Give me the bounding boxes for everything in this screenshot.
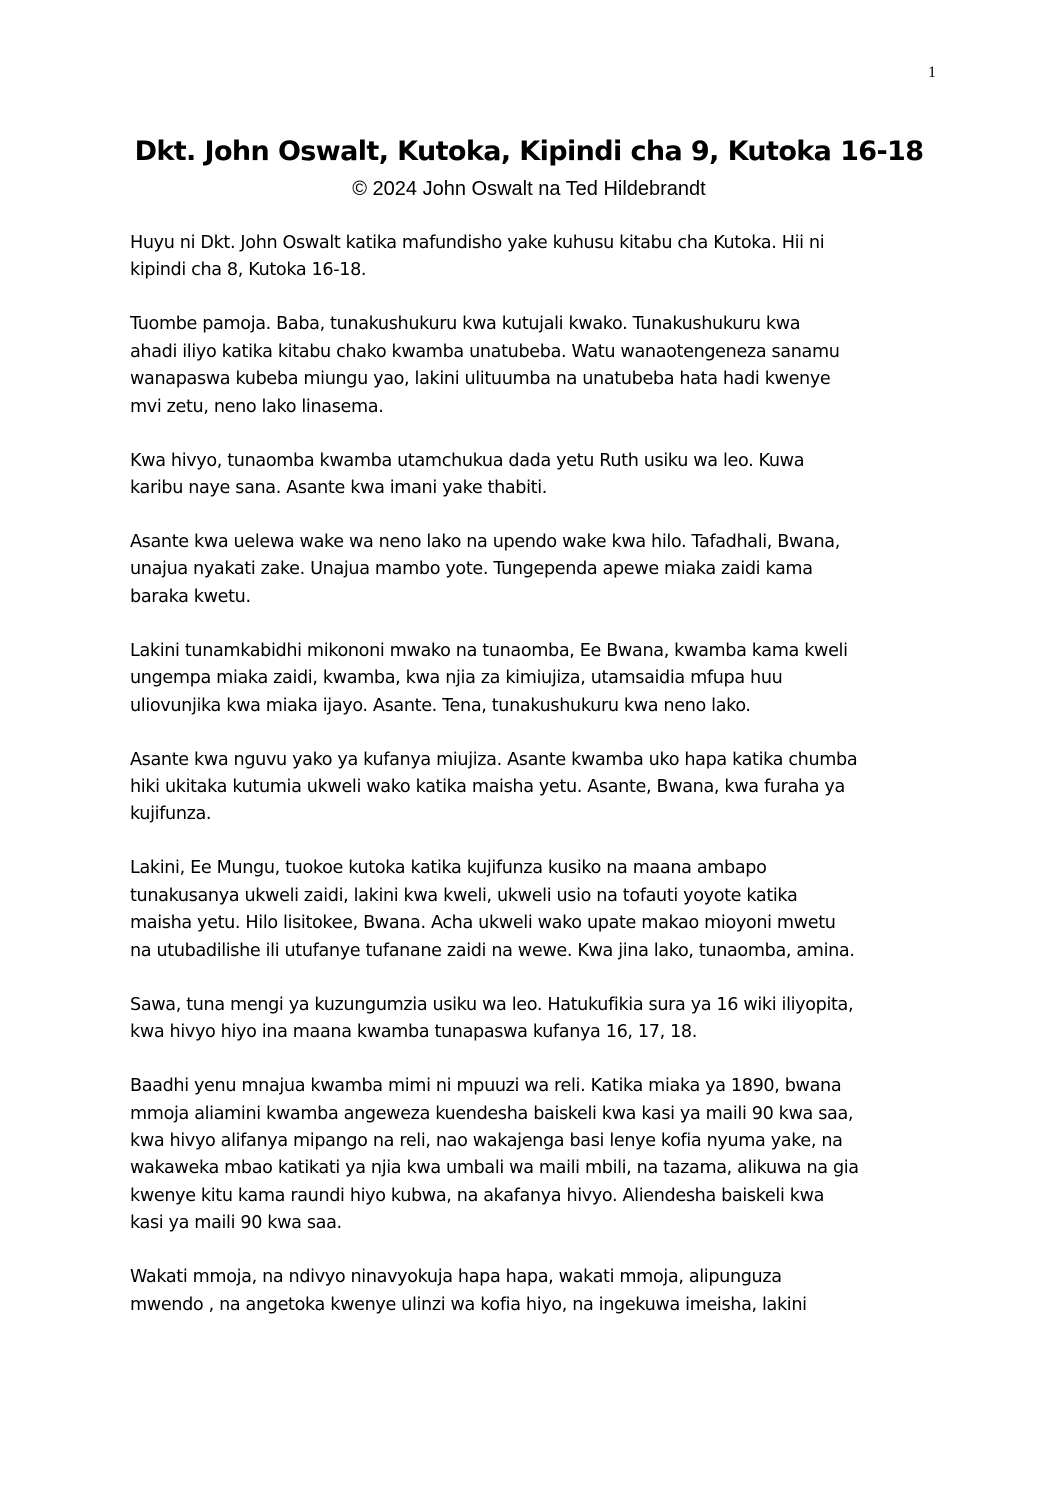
paragraph: Asante kwa uelewa wake wa neno lako na upendo wake kwa hilo. Tafadhali, Bwana, unajua nyakati zake. Unajua mambo yote. Tungependa apewe miaka zaidi kama baraka kwetu. xyxy=(130,532,840,607)
paragraph: Asante kwa nguvu yako ya kufanya miujiza. Asante kwamba uko hapa katika chumba hiki ukitaka kutumia ukweli wako katika maisha yetu. Asante, Bwana, kwa furaha ya kujifunza. xyxy=(130,749,858,825)
paragraph: Kwa hivyo, tunaomba kwamba utamchukua dada yetu Ruth usiku wa leo. Kuwa karibu naye sana. Asante kwa imani yake thabiti. xyxy=(130,450,805,499)
paragraph: Tuombe pamoja. Baba, tunakushukuru kwa kutujali kwako. Tunakushukuru kwa ahadi iliyo katika kitabu chako kwamba unatubeba. Watu wanaotengeneza sanamu wanapaswa kubeba miungu yao, lakini ulituumba na unatubeba hata hadi kwenye mvi zetu, neno lako linasema. xyxy=(130,314,840,417)
paragraph: Huyu ni Dkt. John Oswalt katika mafundisho yake kuhusu kitabu cha Kutoka. Hii ni kipindi cha 8, Kutoka 16-18. xyxy=(130,233,825,281)
paragraph: Baadhi yenu mnajua kwamba mimi ni mpuuzi wa reli. Katika miaka ya 1890, bwana mmoja aliamini kwamba angeweza kuendesha baiskeli kwa kasi ya maili 90 kwa saa, kwa hivyo alifanya mipango na reli, nao wakajenga basi lenye kofia nyuma yake, na wakaweka mbao katikati ya njia kwa umbali wa maili mbili, na tazama, alikuwa na gia kwenye kitu kama raundi hiyo kubwa, na akafanya hivyo. Aliendesha baiskeli kwa kasi ya maili 90 kwa saa. xyxy=(130,1076,859,1234)
paragraph: Lakini, Ee Mungu, tuokoe kutoka katika kujifunza kusiko na maana ambapo tunakusanya ukweli zaidi, lakini kwa kweli, ukweli usio na tofauti yoyote katika maisha yetu. Hilo lisitokee, Bwana. Acha ukweli wako upate makao mioyoni mwetu na utubadilishe ili utufanye tufanane zaidi na wewe. Kwa jina lako, tunaomba, amina. xyxy=(130,858,855,961)
document-title: Dkt. John Oswalt, Kutoka, Kipindi cha 9, Kutoka 16-18 xyxy=(134,136,924,167)
paragraph: Lakini tunamkabidhi mikononi mwako na tunaomba, Ee Bwana, kwamba kama kweli ungempa miaka zaidi, kwamba, kwa njia za kimiujiza, utamsaidia mfupa huu uliovunjika kwa miaka ijayo. Asante. Tena, tunakushukuru kwa neno lako. xyxy=(130,640,848,716)
body-text xyxy=(130,230,930,1346)
copyright-line: © 2024 John Oswalt na Ted Hildebrandt xyxy=(352,178,706,200)
page-number: 1 xyxy=(928,64,936,81)
paragraph: Wakati mmoja, na ndivyo ninavyokuja hapa hapa, wakati mmoja, alipunguza mwendo , na angetoka kwenye ulinzi wa kofia hiyo, na ingekuwa imeisha, lakini xyxy=(130,1267,807,1315)
paragraph: Sawa, tuna mengi ya kuzungumzia usiku wa leo. Hatukufikia sura ya 16 wiki iliyopita, kwa hivyo hiyo ina maana kwamba tunapaswa kufanya 16, 17, 18. xyxy=(130,994,854,1043)
